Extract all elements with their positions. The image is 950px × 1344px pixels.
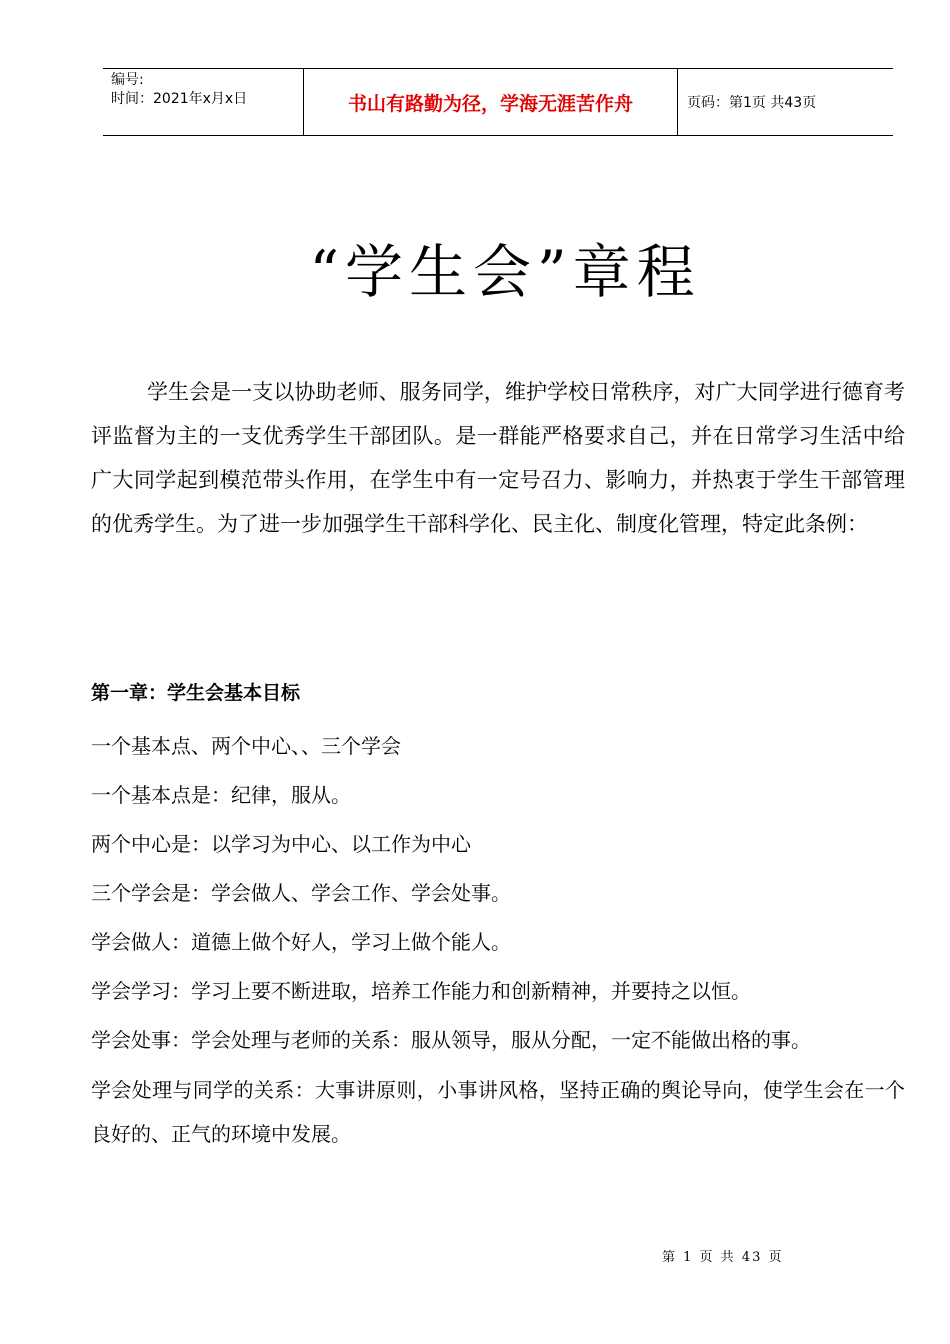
page-header: [103, 68, 893, 136]
document-number-label: 编号:: [111, 72, 144, 88]
document-time: 时间：2021年x月x日: [111, 91, 248, 107]
content-line: 三个学会是：学会做人、学会工作、学会处事。: [91, 881, 511, 905]
content-line: 学会处理与同学的关系：大事讲原则，小事讲风格，坚持正确的舆论导向，使学生会在一个良好的、正气的环境中发展。: [91, 1078, 905, 1146]
content-line: 学会学习：学习上要不断进取，培养工作能力和创新精神，并要持之以恒。: [91, 979, 751, 1003]
header-page-code: 页码：第1页 共43页: [687, 95, 817, 111]
page-footer: 第 1 页 共 43 页: [662, 1250, 784, 1265]
content-line: 学会做人：道德上做个好人，学习上做个能人。: [91, 930, 511, 954]
chapter-heading: 第一章：学生会基本目标: [91, 682, 301, 704]
document-title: “学生会”章程: [309, 238, 701, 306]
content-line: 学会处事：学会处理与老师的关系：服从领导，服从分配，一定不能做出格的事。: [91, 1028, 811, 1052]
header-motto: 书山有路勤为径，学海无涯苦作舟: [304, 69, 678, 135]
content-line: 两个中心是：以学习为中心、以工作为中心: [91, 832, 471, 856]
chapter-content: [91, 722, 905, 1156]
content-line: 一个基本点、两个中心、、三个学会: [91, 734, 401, 758]
intro-paragraph: 学生会是一支以协助老师、服务同学，维护学校日常秩序，对广大同学进行德育考评监督为主的一支优秀学生干部团队。是一群能严格要求自己，并在日常学习生活中给广大同学起到模范带头作用，在学生中有一定号召力、影响力，并热衷于学生干部管理的优秀学生。为了进一步加强学生干部科学化、民主化、制度化管理，特定此条例：: [91, 380, 905, 536]
header-meta: [103, 69, 304, 135]
content-line: 一个基本点是：纪律，服从。: [91, 783, 351, 807]
